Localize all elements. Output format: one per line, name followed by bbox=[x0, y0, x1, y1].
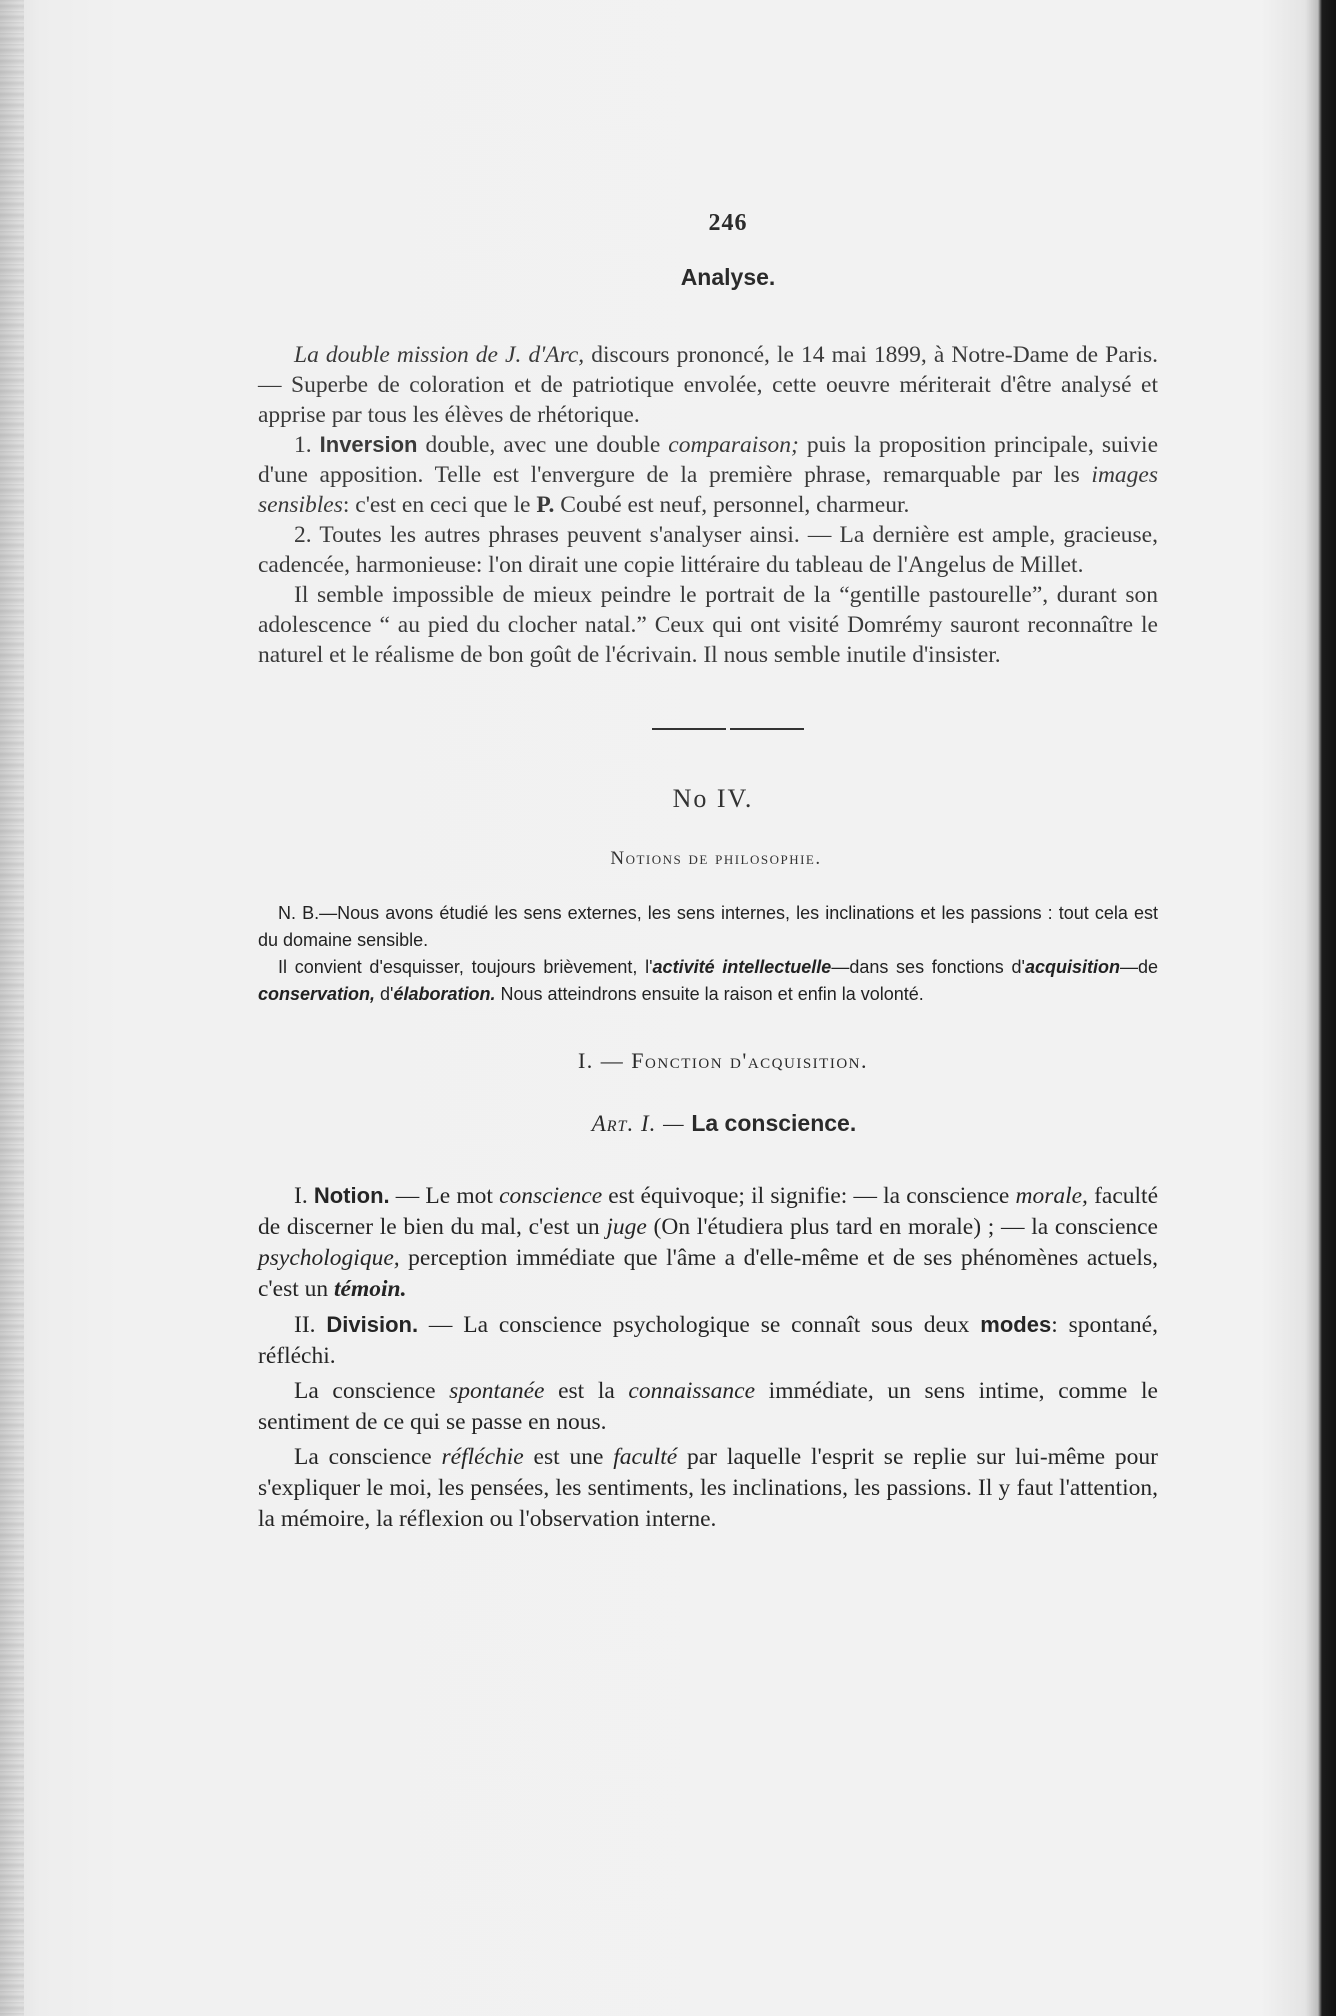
conscience-paragraph-division: II. Division. — La conscience psychologique se connaît sous deux modes: spontané, réfléchi. bbox=[258, 1312, 1158, 1369]
analyse-paragraph-1: La double mission de J. d'Arc, discours prononcé, le 14 mai 1899, à Notre-Dame de Paris. — Superbe de coloration et de patriotique envolée, cette oeuvre mériterait d'être analysé et apprise par tous les élèves de rhétorique. bbox=[258, 342, 1159, 428]
conscience-paragraph-spontanee: La conscience spontanée est la connaissance immédiate, un sens intime, comme le sentiment de ce qui se passe en nous. bbox=[258, 1378, 1158, 1435]
conscience-paragraph-reflechie: La conscience réfléchie est une faculté par laquelle l'esprit se replie sur lui-même pour s'expliquer le moi, les pensées, les sentiments, les inclinations, les passions. Il y faut l'attention, la mémoire, la réflexion ou l'observation interne. bbox=[258, 1444, 1158, 1532]
analyse-title: Analyse. bbox=[680, 264, 776, 290]
conscience-section bbox=[258, 1180, 1158, 1535]
book-gutter-shadow bbox=[0, 0, 24, 2016]
chapter-number-heading: No IV. bbox=[672, 784, 754, 813]
analyse-section bbox=[258, 340, 1158, 670]
conscience-paragraph-notion: I. Notion. — Le mot conscience est équivoque; il signifie: — la conscience morale, faculté de discerner le bien du mal, c'est un juge (On l'étudiera plus tard en morale) ; — la conscience psychologique, perception immédiate que l'âme a d'elle-même et de ses phénomènes actuels, c'est un témoin. bbox=[258, 1183, 1158, 1302]
page-content bbox=[258, 210, 1158, 1539]
divider-line-right bbox=[730, 728, 804, 730]
nota-bene-paragraph-1: N. B.—Nous avons étudié les sens externes, les sens internes, les inclinations et les passions : tout cela est du domaine sensible. bbox=[258, 903, 1158, 950]
section-divider bbox=[258, 720, 1158, 724]
nota-bene-block bbox=[258, 900, 1158, 1008]
analyse-paragraph-3: 2. Toutes les autres phrases peuvent s'analyser ainsi. — La dernière est ample, gracieuse, cadencée, harmonieuse: l'on dirait une copie littéraire du tableau de l'Angelus de Millet. bbox=[258, 522, 1158, 578]
analyse-paragraph-4: Il semble impossible de mieux peindre le portrait de la “gentille pastourelle”, durant son adolescence “ au pied du clocher natal.” Ceux qui ont visité Domrémy sauront reconnaître le naturel et le réalisme de bon goût de l'écrivain. Il nous semble inutile d'insister. bbox=[258, 582, 1158, 668]
nota-bene-paragraph-2: Il convient d'esquisser, toujours brièvement, l'activité intellectuelle—dans ses fonctions d'acquisition—de conservation, d'élaboration. Nous atteindrons ensuite la raison et enfin la volonté. bbox=[258, 957, 1159, 1004]
analyse-paragraph-2: 1. Inversion double, avec une double comparaison; puis la proposition principale, suivie d'une apposition. Telle est l'envergure de la première phrase, remarquable par les images sensibles: c'est en ceci que le P. Coubé est neuf, personnel, charmeur. bbox=[258, 432, 1159, 518]
divider-line-left bbox=[652, 728, 726, 730]
page-number: 246 bbox=[708, 210, 748, 236]
article-heading: Art. I. — La conscience. bbox=[591, 1110, 857, 1136]
analyse-work-title: La double mission de J. d'Arc, bbox=[294, 342, 585, 368]
notions-heading: Notions de philosophie. bbox=[610, 848, 822, 869]
fonction-heading: I. — Fonction d'acquisition. bbox=[577, 1048, 868, 1073]
